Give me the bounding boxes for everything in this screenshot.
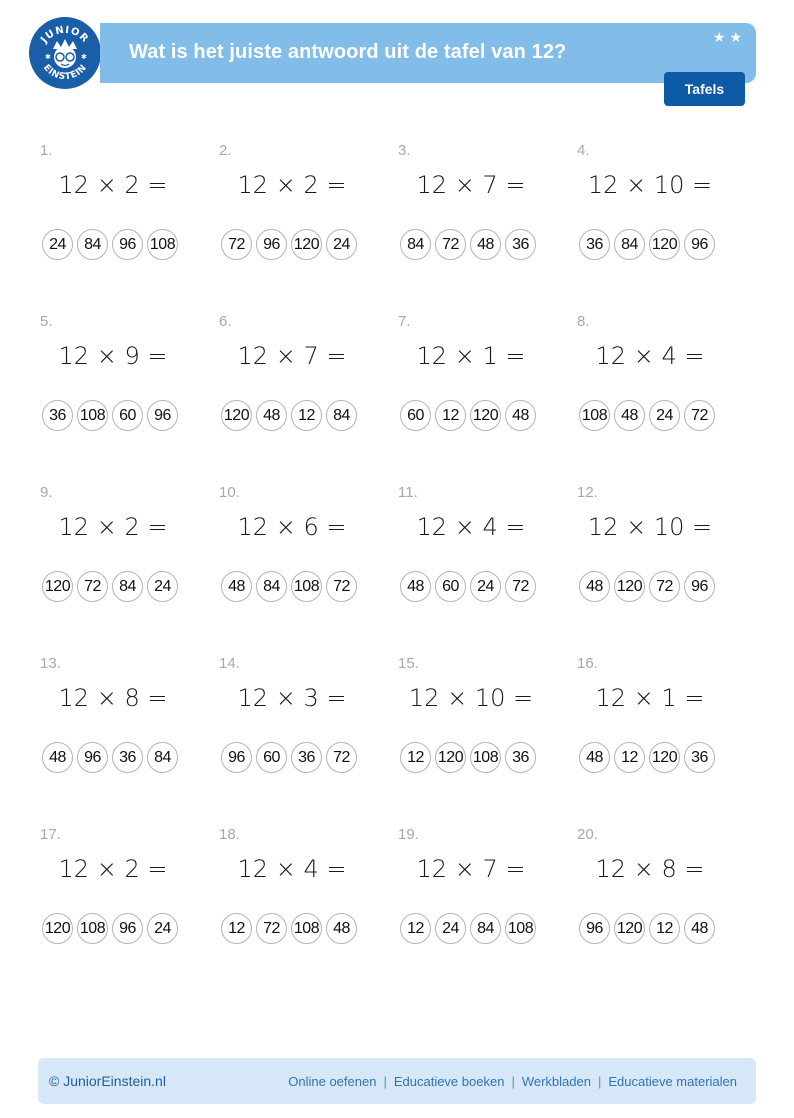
answer-option[interactable]: 84 <box>147 742 178 773</box>
exercise-item <box>38 822 216 993</box>
answer-option[interactable]: 84 <box>256 571 287 602</box>
difficulty-stars-icon: ★★ <box>712 29 746 45</box>
answer-option[interactable]: 96 <box>221 742 252 773</box>
answer-option[interactable]: 84 <box>112 571 143 602</box>
svg-text:✱: ✱ <box>45 54 51 61</box>
footer-links <box>288 1074 737 1089</box>
answer-option[interactable]: 120 <box>649 742 680 773</box>
answer-option[interactable]: 120 <box>221 400 252 431</box>
page-title: Wat is het juiste antwoord uit de tafel van 12? <box>129 41 567 63</box>
answer-option[interactable]: 120 <box>42 571 73 602</box>
answer-option[interactable]: 48 <box>256 400 287 431</box>
answer-option[interactable]: 24 <box>147 571 178 602</box>
answer-option[interactable]: 84 <box>77 229 108 260</box>
answer-option[interactable]: 12 <box>435 400 466 431</box>
footer <box>38 1058 756 1104</box>
answer-options <box>42 229 178 260</box>
answer-option[interactable]: 108 <box>147 229 178 260</box>
answer-option[interactable]: 36 <box>112 742 143 773</box>
svg-text:JUNIOR: JUNIOR <box>39 24 91 46</box>
answer-option[interactable]: 60 <box>112 400 143 431</box>
answer-option[interactable]: 84 <box>400 229 431 260</box>
answer-option[interactable]: 108 <box>291 571 322 602</box>
answer-options <box>579 400 715 431</box>
answer-option[interactable]: 120 <box>42 913 73 944</box>
answer-options <box>400 742 536 773</box>
answer-option[interactable]: 24 <box>435 913 466 944</box>
exercise-number: 2. <box>219 142 232 159</box>
exercise-item <box>396 309 574 480</box>
answer-options <box>579 742 715 773</box>
answer-options <box>221 571 357 602</box>
exercise-item <box>38 480 216 651</box>
answer-options <box>221 913 357 944</box>
answer-option[interactable]: 120 <box>614 571 645 602</box>
exercise-item <box>217 480 395 651</box>
exercise-question: 12 × 1 = <box>595 684 705 712</box>
answer-option[interactable]: 72 <box>649 571 680 602</box>
answer-options <box>579 571 715 602</box>
answer-option[interactable]: 72 <box>256 913 287 944</box>
exercise-question: 12 × 7 = <box>416 855 526 883</box>
answer-options <box>579 229 715 260</box>
exercise-question: 12 × 8 = <box>58 684 168 712</box>
exercise-question: 12 × 10 = <box>408 684 534 712</box>
answer-option[interactable]: 12 <box>221 913 252 944</box>
answer-option[interactable]: 12 <box>400 742 431 773</box>
exercise-question: 12 × 8 = <box>595 855 705 883</box>
exercise-item <box>38 651 216 822</box>
answer-option[interactable]: 96 <box>112 229 143 260</box>
answer-option[interactable]: 120 <box>435 742 466 773</box>
answer-option[interactable]: 72 <box>684 400 715 431</box>
answer-options <box>42 400 178 431</box>
answer-option[interactable]: 72 <box>326 571 357 602</box>
exercise-item <box>217 309 395 480</box>
exercise-item <box>575 309 753 480</box>
answer-option[interactable]: 36 <box>684 742 715 773</box>
answer-option[interactable]: 48 <box>400 571 431 602</box>
exercise-number: 17. <box>40 826 61 843</box>
exercise-number: 8. <box>577 313 590 330</box>
exercise-item <box>396 480 574 651</box>
answer-option[interactable]: 24 <box>649 400 680 431</box>
exercise-number: 15. <box>398 655 419 672</box>
answer-option[interactable]: 60 <box>400 400 431 431</box>
answer-options <box>42 571 178 602</box>
copyright[interactable]: © JuniorEinstein.nl <box>49 1073 166 1089</box>
answer-option[interactable]: 96 <box>684 229 715 260</box>
exercise-number: 13. <box>40 655 61 672</box>
exercise-number: 9. <box>40 484 53 501</box>
answer-options <box>400 400 536 431</box>
exercise-question: 12 × 4 = <box>595 342 705 370</box>
answer-option[interactable]: 96 <box>256 229 287 260</box>
answer-option[interactable]: 120 <box>614 913 645 944</box>
exercise-number: 7. <box>398 313 411 330</box>
exercise-number: 19. <box>398 826 419 843</box>
answer-option[interactable]: 84 <box>614 229 645 260</box>
answer-option[interactable]: 48 <box>684 913 715 944</box>
exercise-question: 12 × 6 = <box>237 513 347 541</box>
einstein-face-icon <box>29 17 101 89</box>
exercise-question: 12 × 2 = <box>58 855 168 883</box>
answer-option[interactable]: 72 <box>326 742 357 773</box>
footer-link[interactable]: Educatieve materialen <box>608 1074 737 1089</box>
link-separator: | <box>597 1074 602 1089</box>
answer-options <box>221 229 357 260</box>
answer-option[interactable]: 120 <box>470 400 501 431</box>
answer-option[interactable]: 48 <box>42 742 73 773</box>
svg-text:✱: ✱ <box>81 54 87 61</box>
exercise-question: 12 × 10 = <box>587 513 713 541</box>
exercise-item <box>396 651 574 822</box>
answer-option[interactable]: 36 <box>291 742 322 773</box>
answer-options <box>221 742 357 773</box>
answer-option[interactable]: 48 <box>614 400 645 431</box>
answer-option[interactable]: 120 <box>291 229 322 260</box>
exercise-question: 12 × 4 = <box>237 855 347 883</box>
exercise-item <box>38 309 216 480</box>
exercise-number: 5. <box>40 313 53 330</box>
exercise-number: 10. <box>219 484 240 501</box>
answer-option[interactable]: 48 <box>221 571 252 602</box>
exercise-number: 18. <box>219 826 240 843</box>
answer-option[interactable]: 36 <box>505 229 536 260</box>
answer-options <box>42 913 178 944</box>
exercise-number: 20. <box>577 826 598 843</box>
answer-option[interactable]: 108 <box>77 400 108 431</box>
exercise-item <box>575 480 753 651</box>
exercise-number: 14. <box>219 655 240 672</box>
exercise-question: 12 × 2 = <box>58 171 168 199</box>
exercise-number: 12. <box>577 484 598 501</box>
exercise-question: 12 × 7 = <box>237 342 347 370</box>
answer-option[interactable]: 96 <box>579 913 610 944</box>
svg-text:EINSTEIN: EINSTEIN <box>40 62 90 83</box>
junior-einstein-logo <box>26 14 104 92</box>
exercise-number: 11. <box>398 484 418 501</box>
link-separator: | <box>511 1074 515 1089</box>
answer-option[interactable]: 96 <box>112 913 143 944</box>
exercise-item <box>217 138 395 309</box>
exercise-question: 12 × 9 = <box>58 342 168 370</box>
answer-options <box>579 913 715 944</box>
category-badge: Tafels <box>664 72 745 106</box>
exercise-number: 16. <box>577 655 598 672</box>
answer-option[interactable]: 108 <box>505 913 536 944</box>
answer-option[interactable]: 12 <box>649 913 680 944</box>
exercise-item <box>38 138 216 309</box>
answer-option[interactable]: 96 <box>147 400 178 431</box>
answer-option[interactable]: 72 <box>221 229 252 260</box>
answer-option[interactable]: 36 <box>42 400 73 431</box>
exercise-item <box>396 138 574 309</box>
answer-option[interactable]: 108 <box>579 400 610 431</box>
answer-option[interactable]: 108 <box>291 913 322 944</box>
answer-options <box>42 742 178 773</box>
answer-option[interactable]: 24 <box>326 229 357 260</box>
answer-option[interactable]: 84 <box>470 913 501 944</box>
exercise-number: 4. <box>577 142 590 159</box>
answer-option[interactable]: 48 <box>579 742 610 773</box>
answer-option[interactable]: 48 <box>470 229 501 260</box>
answer-option[interactable]: 120 <box>649 229 680 260</box>
answer-option[interactable]: 24 <box>470 571 501 602</box>
exercise-item <box>217 822 395 993</box>
exercise-number: 6. <box>219 313 232 330</box>
answer-option[interactable]: 96 <box>684 571 715 602</box>
answer-option[interactable]: 108 <box>77 913 108 944</box>
answer-option[interactable]: 108 <box>470 742 501 773</box>
exercise-question: 12 × 4 = <box>416 513 526 541</box>
exercise-item <box>217 651 395 822</box>
footer-link[interactable]: Educatieve boeken <box>393 1074 505 1089</box>
exercise-question: 12 × 2 = <box>237 171 347 199</box>
exercise-item <box>575 822 753 993</box>
answer-option[interactable]: 12 <box>614 742 645 773</box>
exercise-item <box>575 138 753 309</box>
answer-options <box>400 913 536 944</box>
exercise-number: 1. <box>40 142 53 159</box>
answer-option[interactable]: 24 <box>42 229 73 260</box>
exercise-question: 12 × 2 = <box>58 513 168 541</box>
answer-option[interactable]: 12 <box>291 400 322 431</box>
answer-option[interactable]: 72 <box>77 571 108 602</box>
answer-option[interactable]: 24 <box>147 913 178 944</box>
answer-option[interactable]: 48 <box>579 571 610 602</box>
answer-option[interactable]: 48 <box>505 400 536 431</box>
exercise-item <box>396 822 574 993</box>
answer-option[interactable]: 72 <box>435 229 466 260</box>
answer-option[interactable]: 36 <box>579 229 610 260</box>
answer-option[interactable]: 72 <box>505 571 536 602</box>
answer-option[interactable]: 48 <box>326 913 357 944</box>
answer-option[interactable]: 12 <box>400 913 431 944</box>
exercise-question: 12 × 7 = <box>416 171 526 199</box>
answer-option[interactable]: 60 <box>435 571 466 602</box>
footer-link[interactable]: Online oefenen <box>288 1074 377 1089</box>
exercise-number: 3. <box>398 142 411 159</box>
answer-options <box>221 400 357 431</box>
answer-option[interactable]: 60 <box>256 742 287 773</box>
exercise-question: 12 × 1 = <box>416 342 526 370</box>
answer-options <box>400 229 536 260</box>
exercise-item <box>575 651 753 822</box>
footer-link[interactable]: Werkbladen <box>521 1074 591 1089</box>
exercise-question: 12 × 10 = <box>587 171 713 199</box>
link-separator: | <box>383 1074 387 1089</box>
answer-option[interactable]: 96 <box>77 742 108 773</box>
answer-options <box>400 571 536 602</box>
answer-option[interactable]: 36 <box>505 742 536 773</box>
title-banner <box>100 23 756 83</box>
answer-option[interactable]: 84 <box>326 400 357 431</box>
exercise-question: 12 × 3 = <box>237 684 347 712</box>
